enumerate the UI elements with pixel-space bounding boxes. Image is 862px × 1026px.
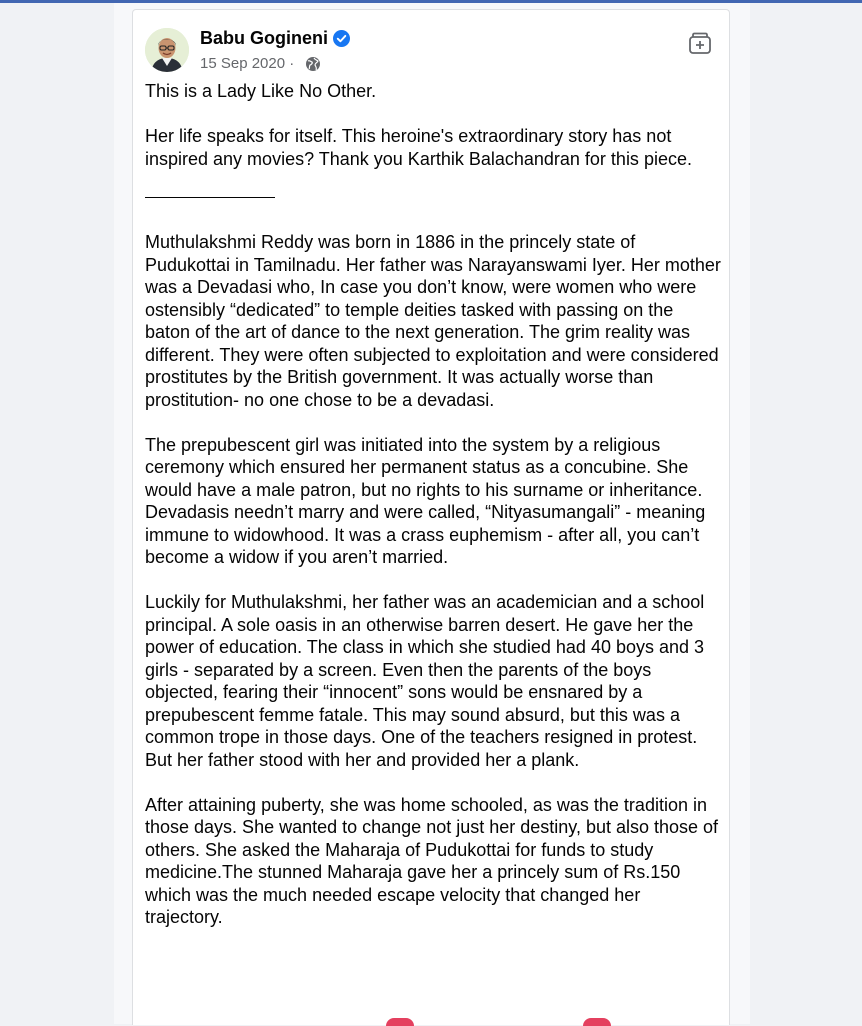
- post-header: [145, 28, 717, 76]
- author-name[interactable]: Babu Gogineni: [200, 28, 328, 48]
- post-paragraph: This is a Lady Like No Other.: [145, 81, 377, 101]
- save-post-icon[interactable]: [687, 30, 713, 56]
- reaction-icon-partial: [583, 1018, 611, 1026]
- post-paragraph: The prepubescent girl was initiated into the system by a religious ceremony which ensured her permanent status as a concubine. She would have a male patron, but no rights to his surname or inheritance. Devadasis needn’t marry and were called, “Nityasumangali” - meaning immune to widowhood. It was a crass euphemism - after all, you can’t become a widow if you aren’t married.: [145, 434, 706, 567]
- post-paragraph: Her life speaks for itself. This heroine's extraordinary story has not inspired any movies? Thank you Karthik Balachandran for this piece.: [145, 126, 692, 169]
- post-paragraph: Luckily for Muthulakshmi, her father was an academician and a school principal. A sole oasis in an otherwise barren desert. He gave her the power of education. The class in which she studied had 40 boys and 3 girls - separated by a screen. Even then the parents of the boys objected, fearing their “innocent” sons would be ensnared by a prepubescent femme fatale. This may sound absurd, but this was a common trope in those days. One of the teachers resigned in protest. But her father stood with her and provided her a plank.: [145, 592, 705, 770]
- avatar-image: [145, 28, 189, 72]
- verified-badge-icon: [333, 30, 350, 47]
- post-date-text[interactable]: 15 Sep 2020: [200, 55, 286, 72]
- globe-icon[interactable]: [305, 56, 321, 72]
- text-divider-line: [145, 197, 275, 198]
- post-paragraph: Muthulakshmi Reddy was born in 1886 in the princely state of Pudukottai in Tamilnadu. Her father was Narayanswami Iyer. Her mother was a Devadasi who, In case you don’t know, were women who were ostensibly “dedicated” to temple deities tasked with passing on the baton of the art of dance to the next generation. The grim reality was different. They were often subjected to exploitation and were considered prostitutes by the British government. It was actually worse than prostitution- no one chose to be a devadasi.: [145, 232, 721, 410]
- reaction-icon-partial: [386, 1018, 414, 1026]
- post-paragraph: After attaining puberty, she was home schooled, as was the tradition in those days. She wanted to change not just her destiny, but also those of others. She asked the Maharaja of Pudukottai for funds to study medicine.The stunned Maharaja gave her a princely sum of Rs.150 which was the much needed escape velocity that changed her trajectory.: [145, 794, 719, 927]
- date-separator: ·: [289, 55, 295, 72]
- right-gutter: [750, 3, 862, 1024]
- post-timestamp[interactable]: [200, 55, 294, 72]
- post-text: [145, 80, 721, 951]
- post-card: [132, 9, 730, 1025]
- news-feed: [114, 3, 750, 1024]
- author-avatar[interactable]: [145, 28, 189, 72]
- left-gutter: [0, 3, 114, 1024]
